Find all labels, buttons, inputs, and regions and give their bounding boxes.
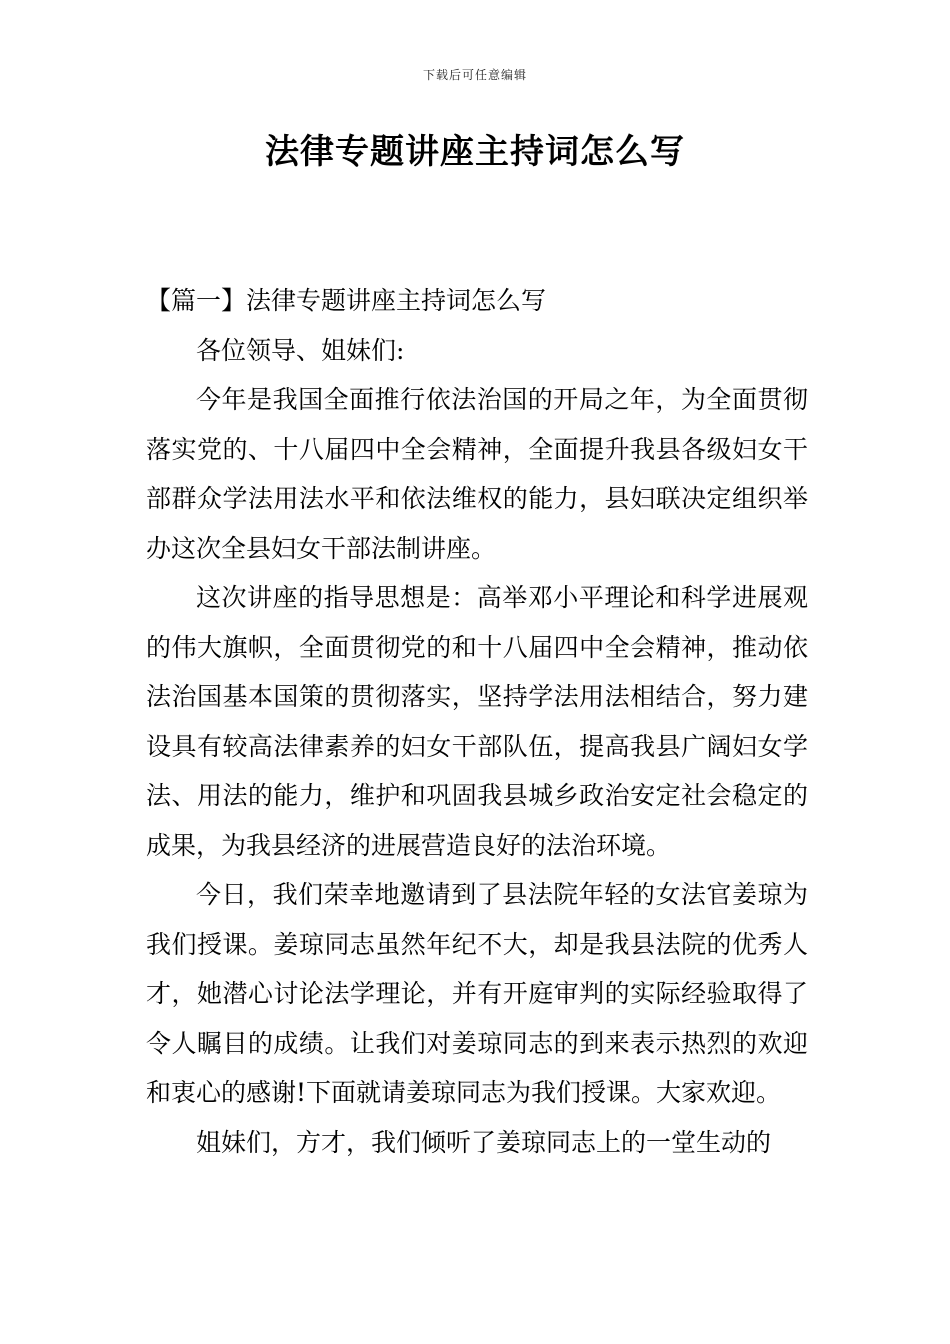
paragraph-greeting: 各位领导、姐妹们:	[196, 335, 405, 365]
section-heading: 【篇一】法律专题讲座主持词怎么写	[146, 286, 547, 315]
paragraph-closing: 姐妹们，方才，我们倾听了姜琼同志上的一堂生动的	[196, 1127, 772, 1157]
header-note: 下载后可任意编辑	[422, 68, 527, 82]
paragraph-guiding-idea: 这次讲座的指导思想是：高举邓小平理论和科学进展观的伟大旗帜，全面贯彻党的和十八届四中全会精神，推动依法治国基本国策的贯彻落实，坚持学法用法相结合，努力建设具有较高法律素养的妇女干部队伍，提高我县广阔妇女学法、用法的能力，维护和巩固我县城乡政治安定社会稳定的成果，为我县经济的进展营造良好的法治环境。	[146, 583, 808, 860]
paragraph-speaker-intro: 今日，我们荣幸地邀请到了县法院年轻的女法官姜琼为我们授课。姜琼同志虽然年纪不大，却是我县法院的优秀人才，她潜心讨论法学理论，并有开庭审判的实际经验取得了令人瞩目的成绩。让我们对姜琼同志的到来表示热烈的欢迎和衷心的感谢!下面就请姜琼同志为我们授课。大家欢迎。	[146, 880, 808, 1107]
paragraph-purpose: 今年是我国全面推行依法治国的开局之年，为全面贯彻落实党的、十八届四中全会精神，全面提升我县各级妇女干部群众学法用法水平和依法维权的能力，县妇联决定组织举办这次全县妇女干部法制讲座。	[146, 385, 808, 563]
page-title: 法律专题讲座主持词怎么写	[265, 132, 685, 172]
document-body	[146, 276, 808, 1167]
